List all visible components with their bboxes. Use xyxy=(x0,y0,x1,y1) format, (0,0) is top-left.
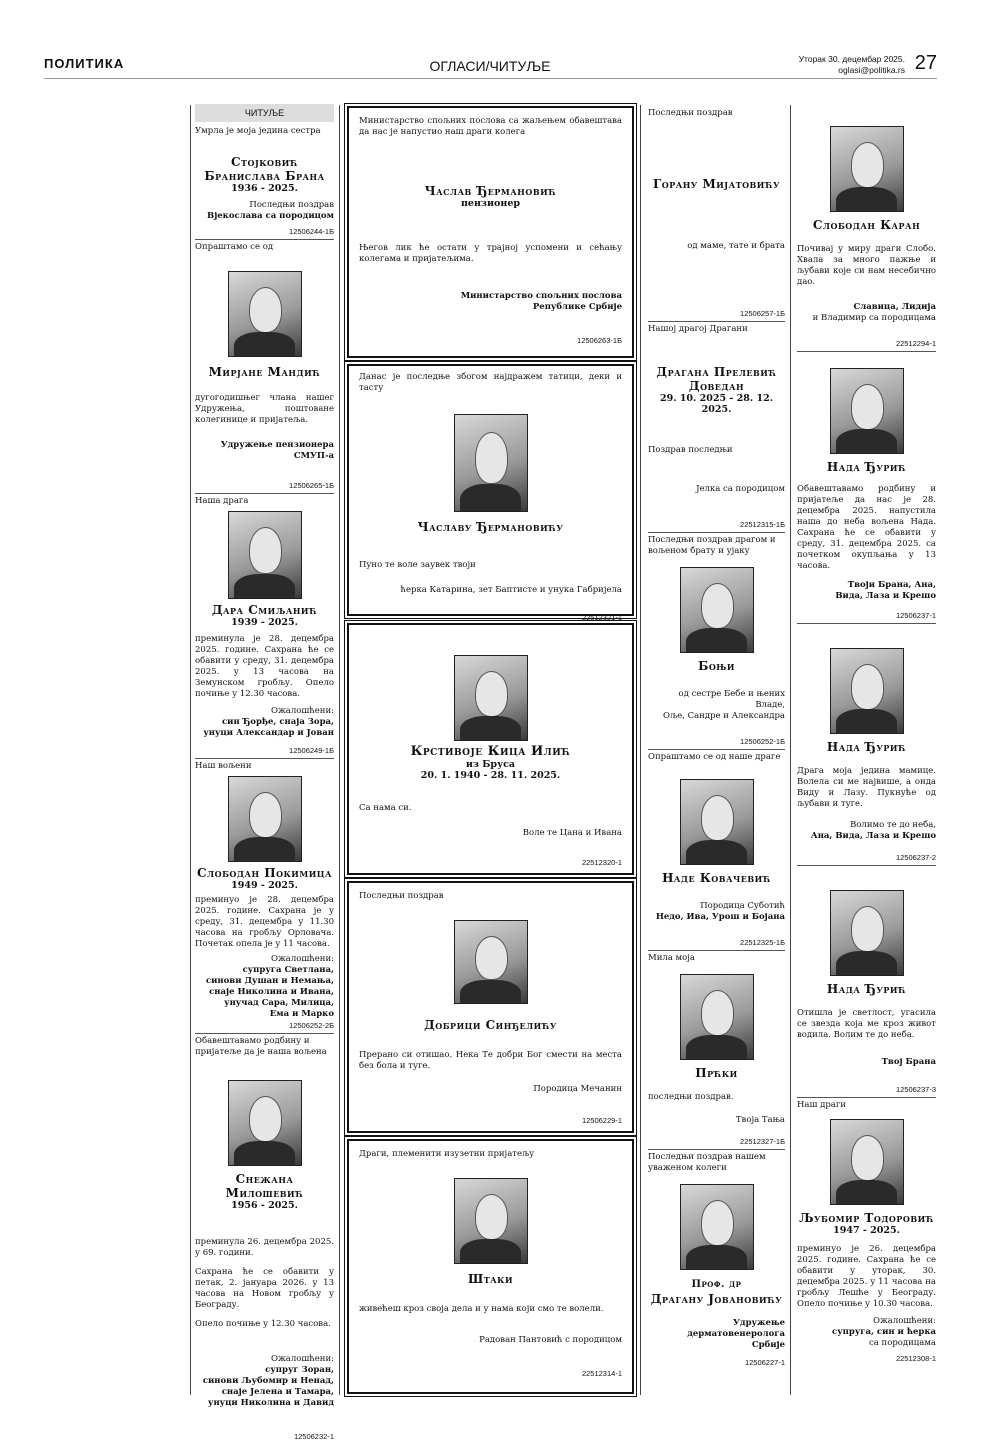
notice-body: Обавештавамо родбину и пријатеље да нас је 28. децембра 2025. напустила наша до неба вољена Нада. Сахрана ће се обавити у среду, 31. децембра 2025. са почетком окупљања у 13 часова. xyxy=(797,484,936,571)
signature: Оље, Сандре и Александра xyxy=(663,711,785,721)
deceased-name: Драгану Јовановићу xyxy=(650,1292,783,1306)
notice-body: преминула је 28. децембра 2025. године. Сахрана ће се обавити у среду, 31. децембра 2025. у 13 часова на Земунском гробљу. Опело почиње у 12.30 часова. xyxy=(195,634,334,699)
boxed-notice xyxy=(347,623,634,875)
notice-code: 12506244-1Б xyxy=(289,227,334,236)
deceased-name: Драгана Прелевић Доведан xyxy=(656,365,777,393)
deceased-name: Нада Ђурић xyxy=(826,460,907,474)
signature: од маме, тате и брата xyxy=(687,241,785,251)
deceased-name: Прћки xyxy=(695,1066,738,1080)
deceased-title: Проф. др xyxy=(691,1279,742,1290)
signature: Породица Мечанин xyxy=(533,1084,622,1094)
notice-body: Његов лик ће остати у трајној успомени и сећању колегама и пријатељима. xyxy=(359,243,622,264)
signature: Републике Србије xyxy=(532,302,622,312)
signature: дерматовенеролога xyxy=(687,1329,785,1339)
signature: Ожалошћени: xyxy=(271,954,334,964)
notice-body: Отишла је светлост, угасила се звезда која ме кроз живот водила. Волим те до неба. xyxy=(797,1008,936,1040)
signature: Последњи поздрав xyxy=(249,200,334,210)
notice-body: преминуо је 28. децембра 2025. године. Сахрана је у среду, 31. децембра у 11.30 часова на гробљу Орловача. Почетак опела је у 11 часова. xyxy=(195,895,334,949)
boxed-notice xyxy=(347,881,634,1133)
notice-code: 22512327-1Б xyxy=(740,1137,785,1146)
signature: Недо, Ива, Урош и Бојана xyxy=(655,912,785,922)
notice-body: дугогодишњег члана нашег Удружења, поштоване колегинице и пријатеља. xyxy=(195,393,334,425)
portrait-photo xyxy=(228,271,302,357)
signature: синови Душан и Немања, xyxy=(205,976,334,986)
portrait-photo xyxy=(830,368,904,454)
deceased-name: Горану Мијатовићу xyxy=(652,177,781,191)
obituary-notice xyxy=(797,351,936,621)
signature: Србије xyxy=(751,1340,785,1350)
portrait-photo xyxy=(680,974,754,1060)
obituary-notice xyxy=(797,865,936,1095)
deceased-name: Нада Ђурић xyxy=(826,982,907,996)
notice-intro: Последњи поздрав xyxy=(359,891,444,901)
portrait-photo xyxy=(454,655,528,741)
notice-code: 12506257-1Б xyxy=(740,309,785,318)
header-date-block xyxy=(799,54,905,76)
portrait-photo xyxy=(228,776,302,862)
obituary-notice xyxy=(648,950,785,1147)
deceased-name: Нада Ђурић xyxy=(826,740,907,754)
deceased-role: пензионер xyxy=(460,198,521,209)
obituary-notice xyxy=(648,321,785,530)
notice-body: Почивај у миру драги Слобо. Хвала за много пажње и љубави које си нам несебично дао. xyxy=(797,244,936,287)
deceased-name: Часлав Ђермановић xyxy=(424,184,557,198)
notice-intro: Драги, племенити изузетни пријатељу xyxy=(359,1149,535,1159)
obituary-notice xyxy=(797,126,936,349)
notice-code: 12506249-1Б xyxy=(289,746,334,755)
page-number: 27 xyxy=(914,52,937,74)
signature: Вјекослава са породицом xyxy=(207,211,334,221)
portrait-photo xyxy=(454,414,528,512)
notice-body: преминула 26. децембра 2025. у 69. години. xyxy=(195,1237,334,1258)
signature: супруга Светлана, xyxy=(242,965,334,975)
notice-code: 12506237-3 xyxy=(895,1085,936,1094)
signature: Породица Суботић xyxy=(700,901,785,911)
signature: Удружење xyxy=(733,1318,785,1328)
obituary-notice xyxy=(195,758,334,1031)
notice-body: Драга моја једина мамице. Волела си ме највише, а онда Виду и Лазу. Пукнуће од љубави и туге. xyxy=(797,766,936,809)
header-email: oglasi@politika.rs xyxy=(838,65,905,75)
notice-intro: Данас је последње збогом најдражем татици, деки и тасту xyxy=(359,372,622,393)
signature: Ема и Марко xyxy=(269,1009,334,1019)
obituary-notice xyxy=(648,108,785,319)
notice-intro: Умрла је моја једина сестра xyxy=(195,126,321,136)
notice-intro: Мила моја xyxy=(648,953,695,963)
life-dates: 1947 - 2025. xyxy=(833,1225,900,1236)
portrait-photo xyxy=(830,648,904,734)
notice-code: 12506237-2 xyxy=(895,853,936,862)
signature: Славица, Лидија xyxy=(853,302,936,312)
deceased-name: Крстивоје Кица Илић xyxy=(410,744,571,759)
column-divider xyxy=(790,105,791,1395)
deceased-name: Добрици Синђелићу xyxy=(424,1018,557,1032)
signature: Ожалошћени: xyxy=(271,706,334,716)
signature: Воле те Цана и Ивана xyxy=(522,828,622,838)
signature: ћерка Катарина, зет Баптисте и унука Габријела xyxy=(400,585,622,595)
signature: унуци Александар и Јован xyxy=(203,728,334,738)
signature: од сестре Бебе и њених Владе, xyxy=(678,689,785,710)
deceased-name: Снежана Милошевић xyxy=(225,1172,304,1200)
notice-code: 12506237-1 xyxy=(895,611,936,620)
column-divider xyxy=(339,105,340,1395)
obituary-notice xyxy=(195,239,334,491)
signature: Радован Пантовић с породицом xyxy=(479,1335,622,1345)
notice-body: Поздрав последњи xyxy=(648,445,733,455)
obituary-notice xyxy=(797,1097,936,1364)
notice-intro: Нашој драгој Драгани xyxy=(648,324,748,334)
notice-code: 22512321-1 xyxy=(581,613,622,622)
notice-code: 22512314-1 xyxy=(581,1369,622,1378)
notice-intro: Обавештавамо родбину и пријатеље да је наша вољена xyxy=(195,1036,327,1057)
notice-body: Опело почиње у 12.30 часова. xyxy=(195,1319,331,1329)
signature: унуци Николина и Давид xyxy=(208,1398,334,1408)
column-1 xyxy=(195,104,334,1442)
portrait-photo xyxy=(454,920,528,1004)
notice-code: 22512320-1 xyxy=(581,858,622,867)
column-4 xyxy=(797,108,936,1364)
boxed-notice xyxy=(347,364,634,622)
notice-body: Са нама си. xyxy=(359,803,412,813)
signature: са породицама xyxy=(869,1338,936,1348)
signature: Твој Брана xyxy=(881,1057,936,1067)
signature: супруга, син и ћерка xyxy=(832,1327,936,1337)
signature: син Ђорђе, снаја Зора, xyxy=(221,717,334,727)
boxed-notice xyxy=(347,106,634,358)
signature: Твоја Тања xyxy=(735,1115,785,1125)
obituary-notice xyxy=(195,126,334,237)
column-divider xyxy=(190,105,191,1395)
signature: Министарство спољних послова xyxy=(460,291,622,301)
obituary-notice xyxy=(648,532,785,747)
notice-intro: Наша драга xyxy=(195,496,249,506)
life-dates: 1936 - 2025. xyxy=(231,183,298,194)
notice-intro: Последњи поздрав драгом и вољеном брату и ујаку xyxy=(648,535,776,556)
signature: Волимо те до неба, xyxy=(850,820,936,830)
notice-code: 22512308-1 xyxy=(895,1354,936,1363)
notice-code: 12506265-1Б xyxy=(289,481,334,490)
newspaper-logo: ПОЛИТИКА xyxy=(44,56,125,71)
portrait-photo xyxy=(228,511,302,599)
notice-intro: Последњи поздрав нашем уваженом колеги xyxy=(648,1152,766,1173)
notice-intro: Наш вољени xyxy=(195,761,252,771)
notice-code: 12506263-1Б xyxy=(577,336,622,345)
deceased-name: Наде Ковачевић xyxy=(662,871,771,885)
portrait-photo xyxy=(680,1184,754,1270)
notice-code: 12506227-1 xyxy=(744,1358,785,1367)
obituary-notice xyxy=(797,623,936,863)
notice-intro: Министарство спољних послова са жаљењем обавештава да нас је напустио наш драги колега xyxy=(359,116,622,137)
notice-code: 12506252-1Б xyxy=(740,737,785,746)
portrait-photo xyxy=(830,1119,904,1205)
notice-body: преминуо је 26. децембра 2025. године. Сахрана ће се обавити у уторак, 30. децембра 2025. у 11 часова на гробљу Лешће у Београду. Опело почиње у 10.30 часова. xyxy=(797,1244,936,1309)
notice-code: 22512315-1Б xyxy=(740,520,785,529)
signature: Ана, Вида, Лаза и Крешо xyxy=(810,831,936,841)
signature: Вида, Лаза и Крешо xyxy=(835,591,936,601)
life-dates: 1956 - 2025. xyxy=(231,1200,298,1211)
signature: снаје Јелена и Тамара, xyxy=(221,1387,334,1397)
notice-code: 12506232-1 xyxy=(293,1432,334,1441)
notice-body: Пуно те воле заувек твоји xyxy=(359,560,476,570)
signature: Твоји Брана, Ана, xyxy=(847,580,936,590)
notice-intro: Опраштамо се од наше драге xyxy=(648,752,781,762)
notice-body: Прерано си отишао. Нека Те добри Бог смести на места без бола и туге. xyxy=(359,1050,622,1071)
portrait-photo xyxy=(680,567,754,653)
life-dates: 1939 - 2025. xyxy=(231,617,298,628)
portrait-photo xyxy=(830,890,904,976)
notice-intro: Опраштамо се од xyxy=(195,242,274,252)
notice-body: Сахрана ће се обавити у петак, 2. јануара 2026. у 13 часова на Новом гробљу у Београду. xyxy=(195,1267,334,1310)
deceased-name: Слободан Каран xyxy=(812,218,921,232)
deceased-name: Стојковић Бранислава Брана xyxy=(204,155,325,183)
column-divider xyxy=(640,105,641,1395)
obituary-notice xyxy=(648,749,785,948)
deceased-name: Мирјане Мандић xyxy=(208,365,321,379)
portrait-photo xyxy=(454,1178,528,1264)
notice-code: 22512294-1 xyxy=(895,339,936,348)
signature: синови Љубомир и Ненад, xyxy=(202,1376,334,1386)
column-3 xyxy=(648,108,785,1368)
life-dates: 1949 - 2025. xyxy=(231,880,298,891)
signature: и Владимир са породицама xyxy=(812,313,936,323)
header-date: Уторак 30. децембар 2025. xyxy=(798,54,905,64)
deceased-name: Љубомир Тодоровић xyxy=(799,1211,934,1225)
life-dates: 29. 10. 2025 - 28. 12. 2025. xyxy=(659,393,774,415)
deceased-name: Дара Смиљанић xyxy=(211,603,318,617)
notice-body: живећеш кроз своја дела и у нама који смо те волели. xyxy=(359,1304,604,1314)
section-ribbon: ЧИТУЉЕ xyxy=(195,104,334,122)
portrait-photo xyxy=(228,1080,302,1166)
notice-intro: Последњи поздрав xyxy=(648,108,733,118)
life-dates: 20. 1. 1940 - 28. 11. 2025. xyxy=(420,770,561,781)
deceased-name: Штаки xyxy=(467,1272,514,1286)
signature: супруг Зоран, xyxy=(265,1365,334,1375)
deceased-name: Чаславу Ђермановићу xyxy=(417,520,564,534)
boxed-notice xyxy=(347,1139,634,1394)
notice-body: последњи поздрав. xyxy=(648,1092,734,1102)
obituary-notice xyxy=(195,1033,334,1442)
obituary-notice xyxy=(648,1149,785,1368)
obituary-notice xyxy=(195,493,334,756)
deceased-name: Боњи xyxy=(698,659,735,673)
signature: снаје Николина и Ивана, xyxy=(209,987,334,997)
signature: Јелка са породицом xyxy=(696,484,785,494)
portrait-photo xyxy=(680,779,754,865)
notice-code: 22512325-1Б xyxy=(740,938,785,947)
signature: Ожалошћени: xyxy=(873,1316,936,1326)
header-rule xyxy=(44,78,937,79)
signature: Удружење пензионера xyxy=(220,440,334,450)
signature: Ожалошћени: xyxy=(271,1354,334,1364)
section-title: ОГЛАСИ/ЧИТУЉЕ xyxy=(429,58,551,74)
deceased-origin: из Бруса xyxy=(465,759,516,770)
notice-code: 12506229-1 xyxy=(581,1116,622,1125)
signature: унучад Сара, Милица, xyxy=(224,998,334,1008)
signature: СМУП-а xyxy=(293,451,334,461)
deceased-name: Слободан Покимица xyxy=(196,866,333,880)
notice-code: 12506252-2Б xyxy=(289,1021,334,1030)
portrait-photo xyxy=(830,126,904,212)
notice-intro: Наш драги xyxy=(797,1100,846,1110)
